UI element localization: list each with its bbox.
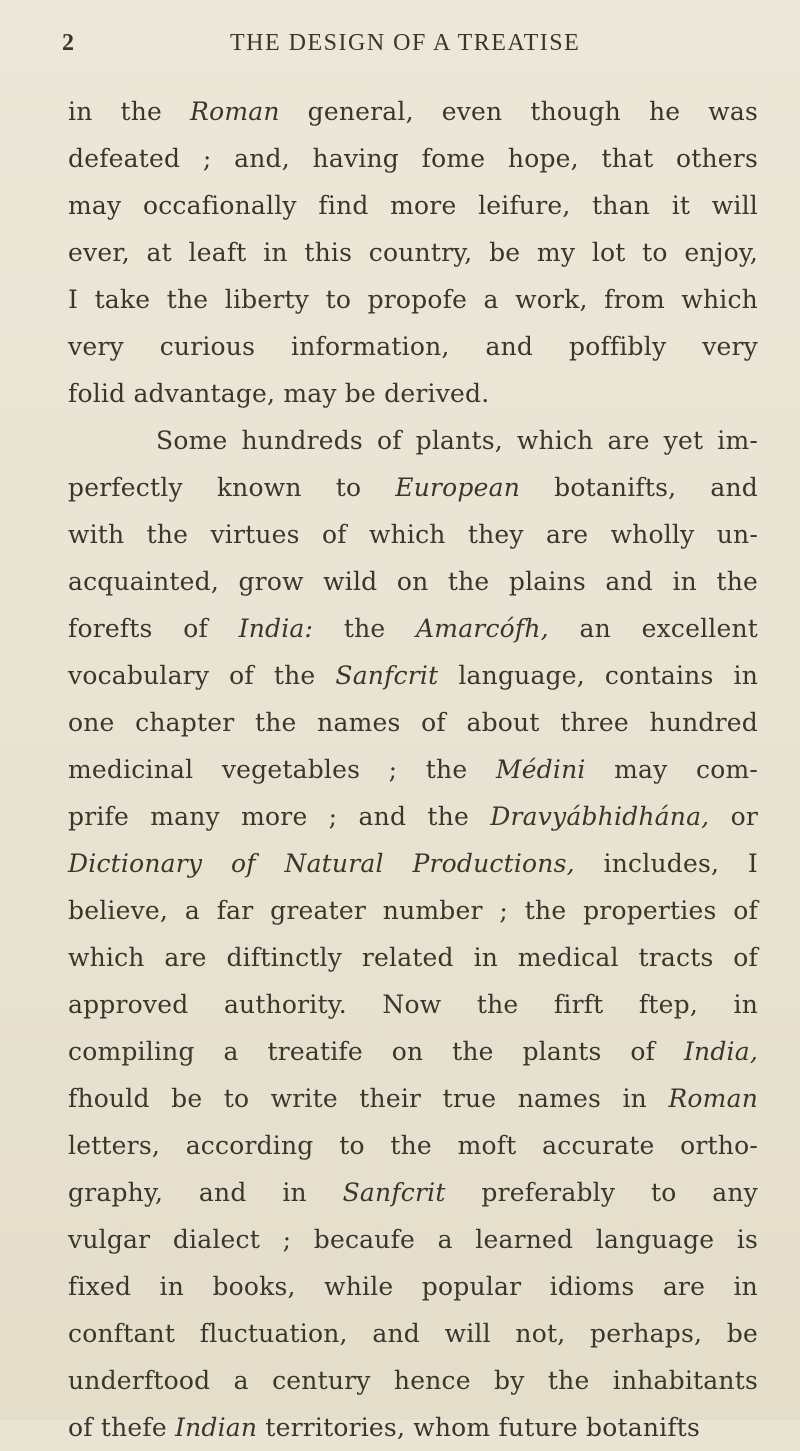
text-run: which are diftinctly related in medical tracts of bbox=[68, 943, 758, 972]
text-run: of thefe bbox=[68, 1413, 175, 1442]
text-run: I take the liberty to propofe a work, from which bbox=[68, 285, 758, 314]
italic-text: Amarcófh, bbox=[416, 614, 549, 643]
text-line bbox=[68, 558, 758, 605]
text-line bbox=[68, 229, 758, 276]
text-run: conftant fluctuation, and will not, perhaps, be bbox=[68, 1319, 758, 1348]
text-run: botanifts, and bbox=[520, 473, 758, 502]
text-run: Some hundreds of plants, which are yet im- bbox=[156, 426, 758, 455]
body-text bbox=[68, 88, 758, 1451]
italic-text: European bbox=[395, 473, 521, 502]
text-run: letters, according to the moft accurate ortho- bbox=[68, 1131, 758, 1160]
italic-text: Sanfcrit bbox=[342, 1178, 446, 1207]
text-run: in the bbox=[68, 97, 191, 126]
italic-text: Roman bbox=[668, 1084, 758, 1113]
text-run: an excellent bbox=[548, 614, 759, 643]
text-line bbox=[68, 182, 758, 229]
running-head-title: THE DESIGN OF A TREATISE bbox=[230, 30, 581, 56]
text-run: includes, I bbox=[574, 849, 758, 878]
text-line bbox=[68, 417, 758, 464]
text-run: fhould be to write their true names in bbox=[68, 1084, 669, 1113]
text-run: perfectly known to bbox=[68, 473, 396, 502]
text-line bbox=[68, 605, 758, 652]
text-run: medicinal vegetables ; the bbox=[68, 755, 496, 784]
running-head bbox=[0, 28, 800, 64]
text-line bbox=[68, 464, 758, 511]
text-run: general, even though he was bbox=[279, 97, 758, 126]
page-number: 2 bbox=[62, 30, 74, 56]
text-line bbox=[68, 511, 758, 558]
text-line bbox=[68, 1310, 758, 1357]
text-line bbox=[68, 1263, 758, 1310]
text-line bbox=[68, 1404, 758, 1451]
italic-text: Dravyábhidhána, bbox=[490, 802, 710, 831]
text-line bbox=[68, 981, 758, 1028]
text-run: defeated ; and, having fome hope, that others bbox=[68, 144, 758, 173]
italic-text: India, bbox=[683, 1037, 758, 1066]
text-run: the bbox=[313, 614, 417, 643]
text-run: graphy, and in bbox=[68, 1178, 343, 1207]
text-line bbox=[68, 1075, 758, 1122]
text-run: very curious information, and poffibly very bbox=[68, 332, 758, 361]
text-line bbox=[68, 746, 758, 793]
text-line bbox=[68, 323, 758, 370]
text-line bbox=[68, 1028, 758, 1075]
text-run: one chapter the names of about three hundred bbox=[68, 708, 758, 737]
text-run: approved authority. Now the firft ftep, in bbox=[68, 990, 758, 1019]
text-line bbox=[68, 699, 758, 746]
text-line bbox=[68, 840, 758, 887]
text-run: preferably to any bbox=[445, 1178, 758, 1207]
text-run: compiling a treatife on the plants of bbox=[68, 1037, 684, 1066]
text-run: may com- bbox=[585, 755, 758, 784]
text-line bbox=[68, 793, 758, 840]
text-run: acquainted, grow wild on the plains and in the bbox=[68, 567, 758, 596]
text-run: territories, whom future botanifts bbox=[257, 1413, 701, 1442]
text-line bbox=[68, 652, 758, 699]
text-run: may occafionally find more leifure, than it will bbox=[68, 191, 758, 220]
italic-text: Dictionary of Natural Productions, bbox=[68, 849, 575, 878]
text-run: forefts of bbox=[68, 614, 239, 643]
text-run: underftood a century hence by the inhabitants bbox=[68, 1366, 758, 1395]
text-line bbox=[68, 934, 758, 981]
text-line bbox=[68, 887, 758, 934]
text-line bbox=[68, 276, 758, 323]
text-run: ever, at leaft in this country, be my lot to enjoy, bbox=[68, 238, 758, 267]
italic-text: Médini bbox=[495, 755, 586, 784]
text-run: vocabulary of the bbox=[68, 661, 336, 690]
text-run: or bbox=[709, 802, 758, 831]
text-run: believe, a far greater number ; the properties of bbox=[68, 896, 758, 925]
text-line bbox=[68, 370, 758, 417]
italic-text: Roman bbox=[190, 97, 280, 126]
italic-text: Sanfcrit bbox=[335, 661, 439, 690]
italic-text: Indian bbox=[175, 1413, 258, 1442]
text-run: fixed in books, while popular idioms are in bbox=[68, 1272, 758, 1301]
text-line bbox=[68, 1216, 758, 1263]
text-line bbox=[68, 88, 758, 135]
text-run: vulgar dialect ; becaufe a learned language is bbox=[68, 1225, 758, 1254]
text-line bbox=[68, 1169, 758, 1216]
text-run: prife many more ; and the bbox=[68, 802, 491, 831]
text-line bbox=[68, 1122, 758, 1169]
text-run: language, contains in bbox=[438, 661, 758, 690]
text-line bbox=[68, 135, 758, 182]
text-line bbox=[68, 1357, 758, 1404]
text-run: folid advantage, may be derived. bbox=[68, 379, 490, 408]
italic-text: India: bbox=[238, 614, 314, 643]
text-run: with the virtues of which they are wholly un- bbox=[68, 520, 758, 549]
